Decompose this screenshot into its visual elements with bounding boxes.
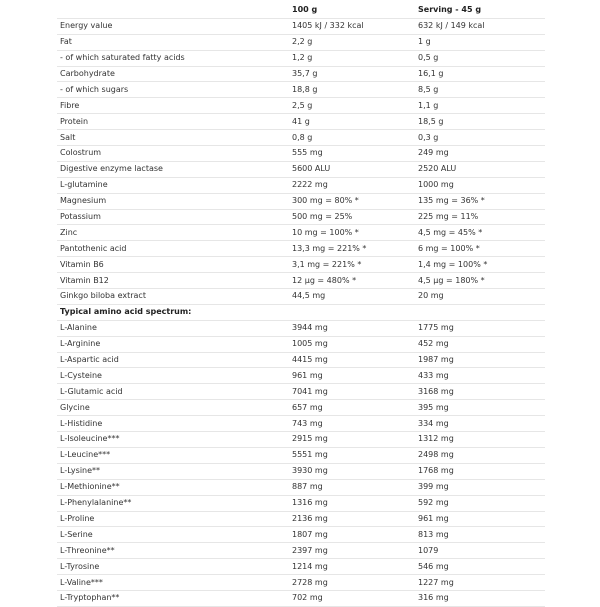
nutrient-name: L-Tryptophan** [57,590,289,606]
value-per-100g: 0,8 g [289,130,415,146]
value-per-serving: 135 mg = 36% * [415,193,545,209]
amino-section-title: Typical amino acid spectrum: [57,304,289,320]
nutrient-name: Pantothenic acid [57,241,289,257]
table-row [57,289,545,305]
value-per-serving: 1079 [415,543,545,559]
nutrient-name: L-Threonine** [57,543,289,559]
table-header-row [57,3,545,18]
value-per-serving: 316 mg [415,590,545,606]
value-per-100g: 4415 mg [289,352,415,368]
table-row [57,463,545,479]
nutrient-name: Ginkgo biloba extract [57,289,289,305]
value-per-100g: 1,2 g [289,50,415,66]
value-per-100g: 1316 mg [289,495,415,511]
nutrient-name: L-Aspartic acid [57,352,289,368]
value-per-serving: 433 mg [415,368,545,384]
nutrient-name: L-glutamine [57,177,289,193]
nutrient-name: - of which saturated fatty acids [57,50,289,66]
table-row [57,495,545,511]
value-per-serving: 961 mg [415,511,545,527]
value-per-100g: 702 mg [289,590,415,606]
value-per-100g: 2,2 g [289,34,415,50]
table-row [57,225,545,241]
nutrient-name: L-Proline [57,511,289,527]
value-per-serving: 1227 mg [415,575,545,591]
value-per-serving: 1 g [415,34,545,50]
table-row [57,82,545,98]
table-row [57,34,545,50]
table-row [57,416,545,432]
value-per-serving: 1987 mg [415,352,545,368]
value-per-serving: 20 mg [415,289,545,305]
nutrient-name: L-Cysteine [57,368,289,384]
nutrient-name: L-Isoleucine*** [57,432,289,448]
nutrient-name: Zinc [57,225,289,241]
value-per-serving: 1312 mg [415,432,545,448]
value-per-serving: 1,1 g [415,98,545,114]
value-per-100g: 2728 mg [289,575,415,591]
value-per-100g: 13,3 mg = 221% * [289,241,415,257]
value-per-serving: 249 mg [415,146,545,162]
value-per-serving: 6 mg = 100% * [415,241,545,257]
table-row [57,432,545,448]
value-per-100g: 7041 mg [289,384,415,400]
table-row [57,146,545,162]
table-row [57,400,545,416]
table-row [57,66,545,82]
value-per-serving: 0,3 g [415,130,545,146]
table-row [57,257,545,273]
table-row [57,320,545,336]
table-row [57,114,545,130]
nutrient-name: Protein [57,114,289,130]
value-per-100g: 657 mg [289,400,415,416]
header-per-serving: Serving - 45 g [415,3,545,18]
table-row [57,273,545,289]
nutrient-name: Vitamin B12 [57,273,289,289]
table-row [57,336,545,352]
table-row [57,575,545,591]
value-per-100g: 3,1 mg = 221% * [289,257,415,273]
table-row [57,209,545,225]
nutrient-name: Carbohydrate [57,66,289,82]
nutrition-table [57,3,545,607]
table-row [57,352,545,368]
value-per-serving: 1,4 mg = 100% * [415,257,545,273]
nutrient-name: L-Glutamic acid [57,384,289,400]
value-per-100g: 961 mg [289,368,415,384]
table-row [57,384,545,400]
value-per-serving: 452 mg [415,336,545,352]
table-row [57,543,545,559]
value-per-serving: 334 mg [415,416,545,432]
value-per-100g: 887 mg [289,479,415,495]
value-per-100g: 2397 mg [289,543,415,559]
value-per-serving: 0,5 g [415,50,545,66]
value-per-serving: 2520 ALU [415,161,545,177]
nutrient-name: - of which sugars [57,82,289,98]
header-nutrient [57,3,289,18]
value-per-100g: 3930 mg [289,463,415,479]
value-per-serving: 16,1 g [415,66,545,82]
nutrient-name: Fibre [57,98,289,114]
value-per-serving: 592 mg [415,495,545,511]
nutrient-name: L-Lysine** [57,463,289,479]
table-row [57,18,545,34]
nutrient-name: Fat [57,34,289,50]
value-per-serving: 1000 mg [415,177,545,193]
value-per-100g: 500 mg = 25% [289,209,415,225]
amino-rows [57,320,545,606]
value-per-100g: 300 mg = 80% * [289,193,415,209]
value-per-100g: 41 g [289,114,415,130]
nutrient-name: L-Valine*** [57,575,289,591]
value-per-serving: 4,5 mg = 45% * [415,225,545,241]
table-row [57,527,545,543]
value-per-100g: 2915 mg [289,432,415,448]
nutrient-rows [57,18,545,304]
value-per-serving: 1768 mg [415,463,545,479]
value-per-serving: 399 mg [415,479,545,495]
nutrient-name: Colostrum [57,146,289,162]
value-per-serving: 813 mg [415,527,545,543]
nutrient-name: L-Tyrosine [57,559,289,575]
value-per-serving: 18,5 g [415,114,545,130]
nutrient-name: Magnesium [57,193,289,209]
value-per-100g: 12 µg = 480% * [289,273,415,289]
table-row [57,50,545,66]
value-per-100g: 743 mg [289,416,415,432]
nutrient-name: L-Histidine [57,416,289,432]
nutrient-name: L-Leucine*** [57,447,289,463]
nutrient-name: L-Alanine [57,320,289,336]
nutrient-name: Vitamin B6 [57,257,289,273]
header-per-100g: 100 g [289,3,415,18]
nutrient-name: Glycine [57,400,289,416]
value-per-100g: 5600 ALU [289,161,415,177]
value-per-100g: 44,5 mg [289,289,415,305]
amino-section [57,304,545,320]
value-per-100g: 5551 mg [289,447,415,463]
table-row [57,98,545,114]
table-row [57,161,545,177]
value-per-serving: 225 mg = 11% [415,209,545,225]
nutrient-name: Energy value [57,18,289,34]
table-row [57,590,545,606]
table-row [57,177,545,193]
table-row [57,193,545,209]
value-per-100g: 555 mg [289,146,415,162]
value-per-100g: 1405 kJ / 332 kcal [289,18,415,34]
value-per-100g: 2136 mg [289,511,415,527]
table-row [57,241,545,257]
value-per-100g: 10 mg = 100% * [289,225,415,241]
table-row [57,368,545,384]
nutrient-name: L-Methionine** [57,479,289,495]
table-row [57,130,545,146]
value-per-100g: 3944 mg [289,320,415,336]
table-row [57,479,545,495]
value-per-100g: 18,8 g [289,82,415,98]
nutrient-name: L-Phenylalanine** [57,495,289,511]
amino-section-blank [415,304,545,320]
value-per-serving: 8,5 g [415,82,545,98]
value-per-serving: 632 kJ / 149 kcal [415,18,545,34]
value-per-100g: 2,5 g [289,98,415,114]
nutrient-name: Potassium [57,209,289,225]
value-per-serving: 2498 mg [415,447,545,463]
table-row [57,559,545,575]
value-per-serving: 3168 mg [415,384,545,400]
table-row [57,511,545,527]
value-per-100g: 1807 mg [289,527,415,543]
value-per-serving: 4,5 µg = 180% * [415,273,545,289]
amino-section-blank [289,304,415,320]
nutrient-name: Salt [57,130,289,146]
value-per-100g: 35,7 g [289,66,415,82]
value-per-100g: 1005 mg [289,336,415,352]
nutrient-name: L-Serine [57,527,289,543]
value-per-serving: 546 mg [415,559,545,575]
value-per-100g: 1214 mg [289,559,415,575]
amino-section-row [57,304,545,320]
value-per-100g: 2222 mg [289,177,415,193]
value-per-serving: 395 mg [415,400,545,416]
nutrient-name: Digestive enzyme lactase [57,161,289,177]
value-per-serving: 1775 mg [415,320,545,336]
table-row [57,447,545,463]
nutrient-name: L-Arginine [57,336,289,352]
